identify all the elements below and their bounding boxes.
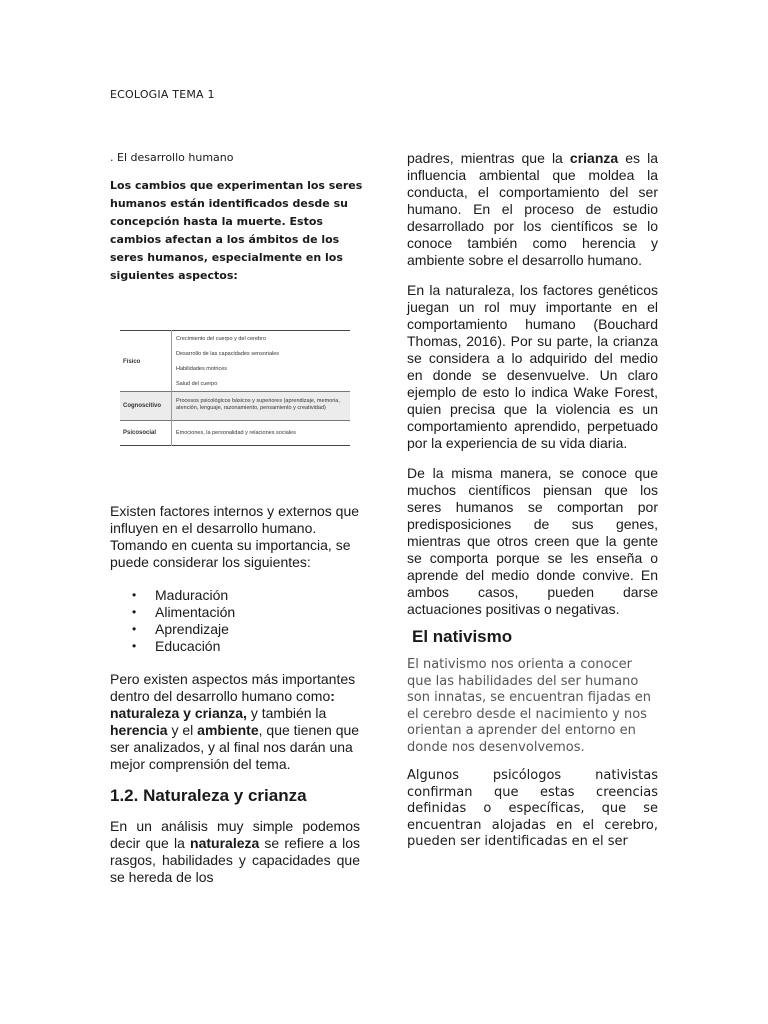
nature-paragraph: En un análisis muy simple podemos decir que la naturaleza se refiere a los rasgos, habilidades y capacidades que se hereda de los [110, 818, 360, 885]
table-item: Desarrollo de las capacidades sensoriales [176, 351, 280, 357]
nativismo-paragraph: El nativismo nos orienta a conocer que las habilidades del ser humano son innatas, se encuentran fijadas en el cerebro desde el nacimiento y nos orientan a aprender del entorno en donde nos desenvolvemos. [407, 657, 651, 755]
genetics-paragraph: En la naturaleza, los factores genéticos juegan un rol muy importante en el comportamiento humano (Bouchard Thomas, 2016). Por su parte, la crianza se considera a lo adquirido del medio en donde se desenvuelve. Un claro ejemplo de esto lo indica Wake Forest, quien precisa que la violencia es un comportamiento aprendido, perpetuado por la experiencia de su vida diaria. [407, 282, 658, 451]
factors-list [110, 587, 360, 655]
table-label-cognoscitivo: Cognoscitivo [123, 403, 162, 409]
right-column [407, 150, 658, 851]
document-title: ECOLOGIA TEMA 1 [110, 88, 215, 101]
psychologists-paragraph: Algunos psicólogos nativistas confirman que estas creencias definidas o específicas, que se encuentran alojadas en el cerebro, pueden ser identificadas en el ser [407, 768, 658, 849]
heading-nativismo: El nativismo [412, 627, 513, 646]
table-item: Crecimiento del cuerpo y del cerebro [176, 336, 266, 342]
table-label-fisico: Físico [123, 359, 141, 365]
table-item: Salud del cuerpo [176, 381, 218, 387]
table-cell [173, 392, 350, 421]
list-item: • Alimentación [110, 604, 360, 621]
table-cell [173, 421, 350, 446]
section-heading: . El desarrollo humano [110, 151, 234, 164]
aspects-paragraph: Pero existen aspectos más importantes dentro del desarrollo humano como: naturaleza y crianza, y también la herencia y el ambiente, que tienen que ser analizados, y al final nos darán una mejor comprensión del tema. [110, 671, 360, 772]
table-item: Procesos psicológicos básicos y superiores (aprendizaje, memoria, atención, lenguaje, razonamiento, pensamiento y creatividad) [176, 398, 340, 411]
intro-paragraph: Los cambios que experimentan los seres humanos están identificados desde su concepción hasta la muerte. Estos cambios afectan a los ámbitos de los seres humanos, especialmente en los siguientes aspectos: [110, 179, 363, 282]
list-item: • Educación [110, 638, 360, 655]
development-aspects-table [120, 330, 350, 446]
factors-intro: Existen factores internos y externos que influyen en el desarrollo humano. Tomando en cuenta su importancia, se puede considerar los siguientes: [110, 503, 360, 570]
left-column [110, 503, 360, 886]
crianza-paragraph: padres, mientras que la crianza es la influencia ambiental que moldea la conducta, el comportamiento del ser humano. En el proceso de estudio desarrollado por los científicos se lo conoce también como herencia y ambiente sobre el desarrollo humano. [407, 150, 658, 268]
list-item: • Maduración [110, 587, 360, 604]
table-cell [173, 331, 350, 392]
table-item: Emociones, la personalidad y relaciones sociales [176, 430, 296, 436]
predisposition-paragraph: De la misma manera, se conoce que muchos científicos piensan que los seres humanos se comportan por predisposiciones de sus genes, mientras que otros creen que la gente se comporta porque se les enseña o aprende del medio donde convive. En ambos casos, pueden darse actuaciones positivas o negativas. [407, 465, 658, 617]
heading-naturaleza-crianza: 1.2. Naturaleza y crianza [110, 786, 307, 805]
list-item: • Aprendizaje [110, 621, 360, 638]
table-item: Habilidades motrices [176, 366, 228, 372]
table-label-psicosocial: Psicosocial [123, 430, 157, 436]
